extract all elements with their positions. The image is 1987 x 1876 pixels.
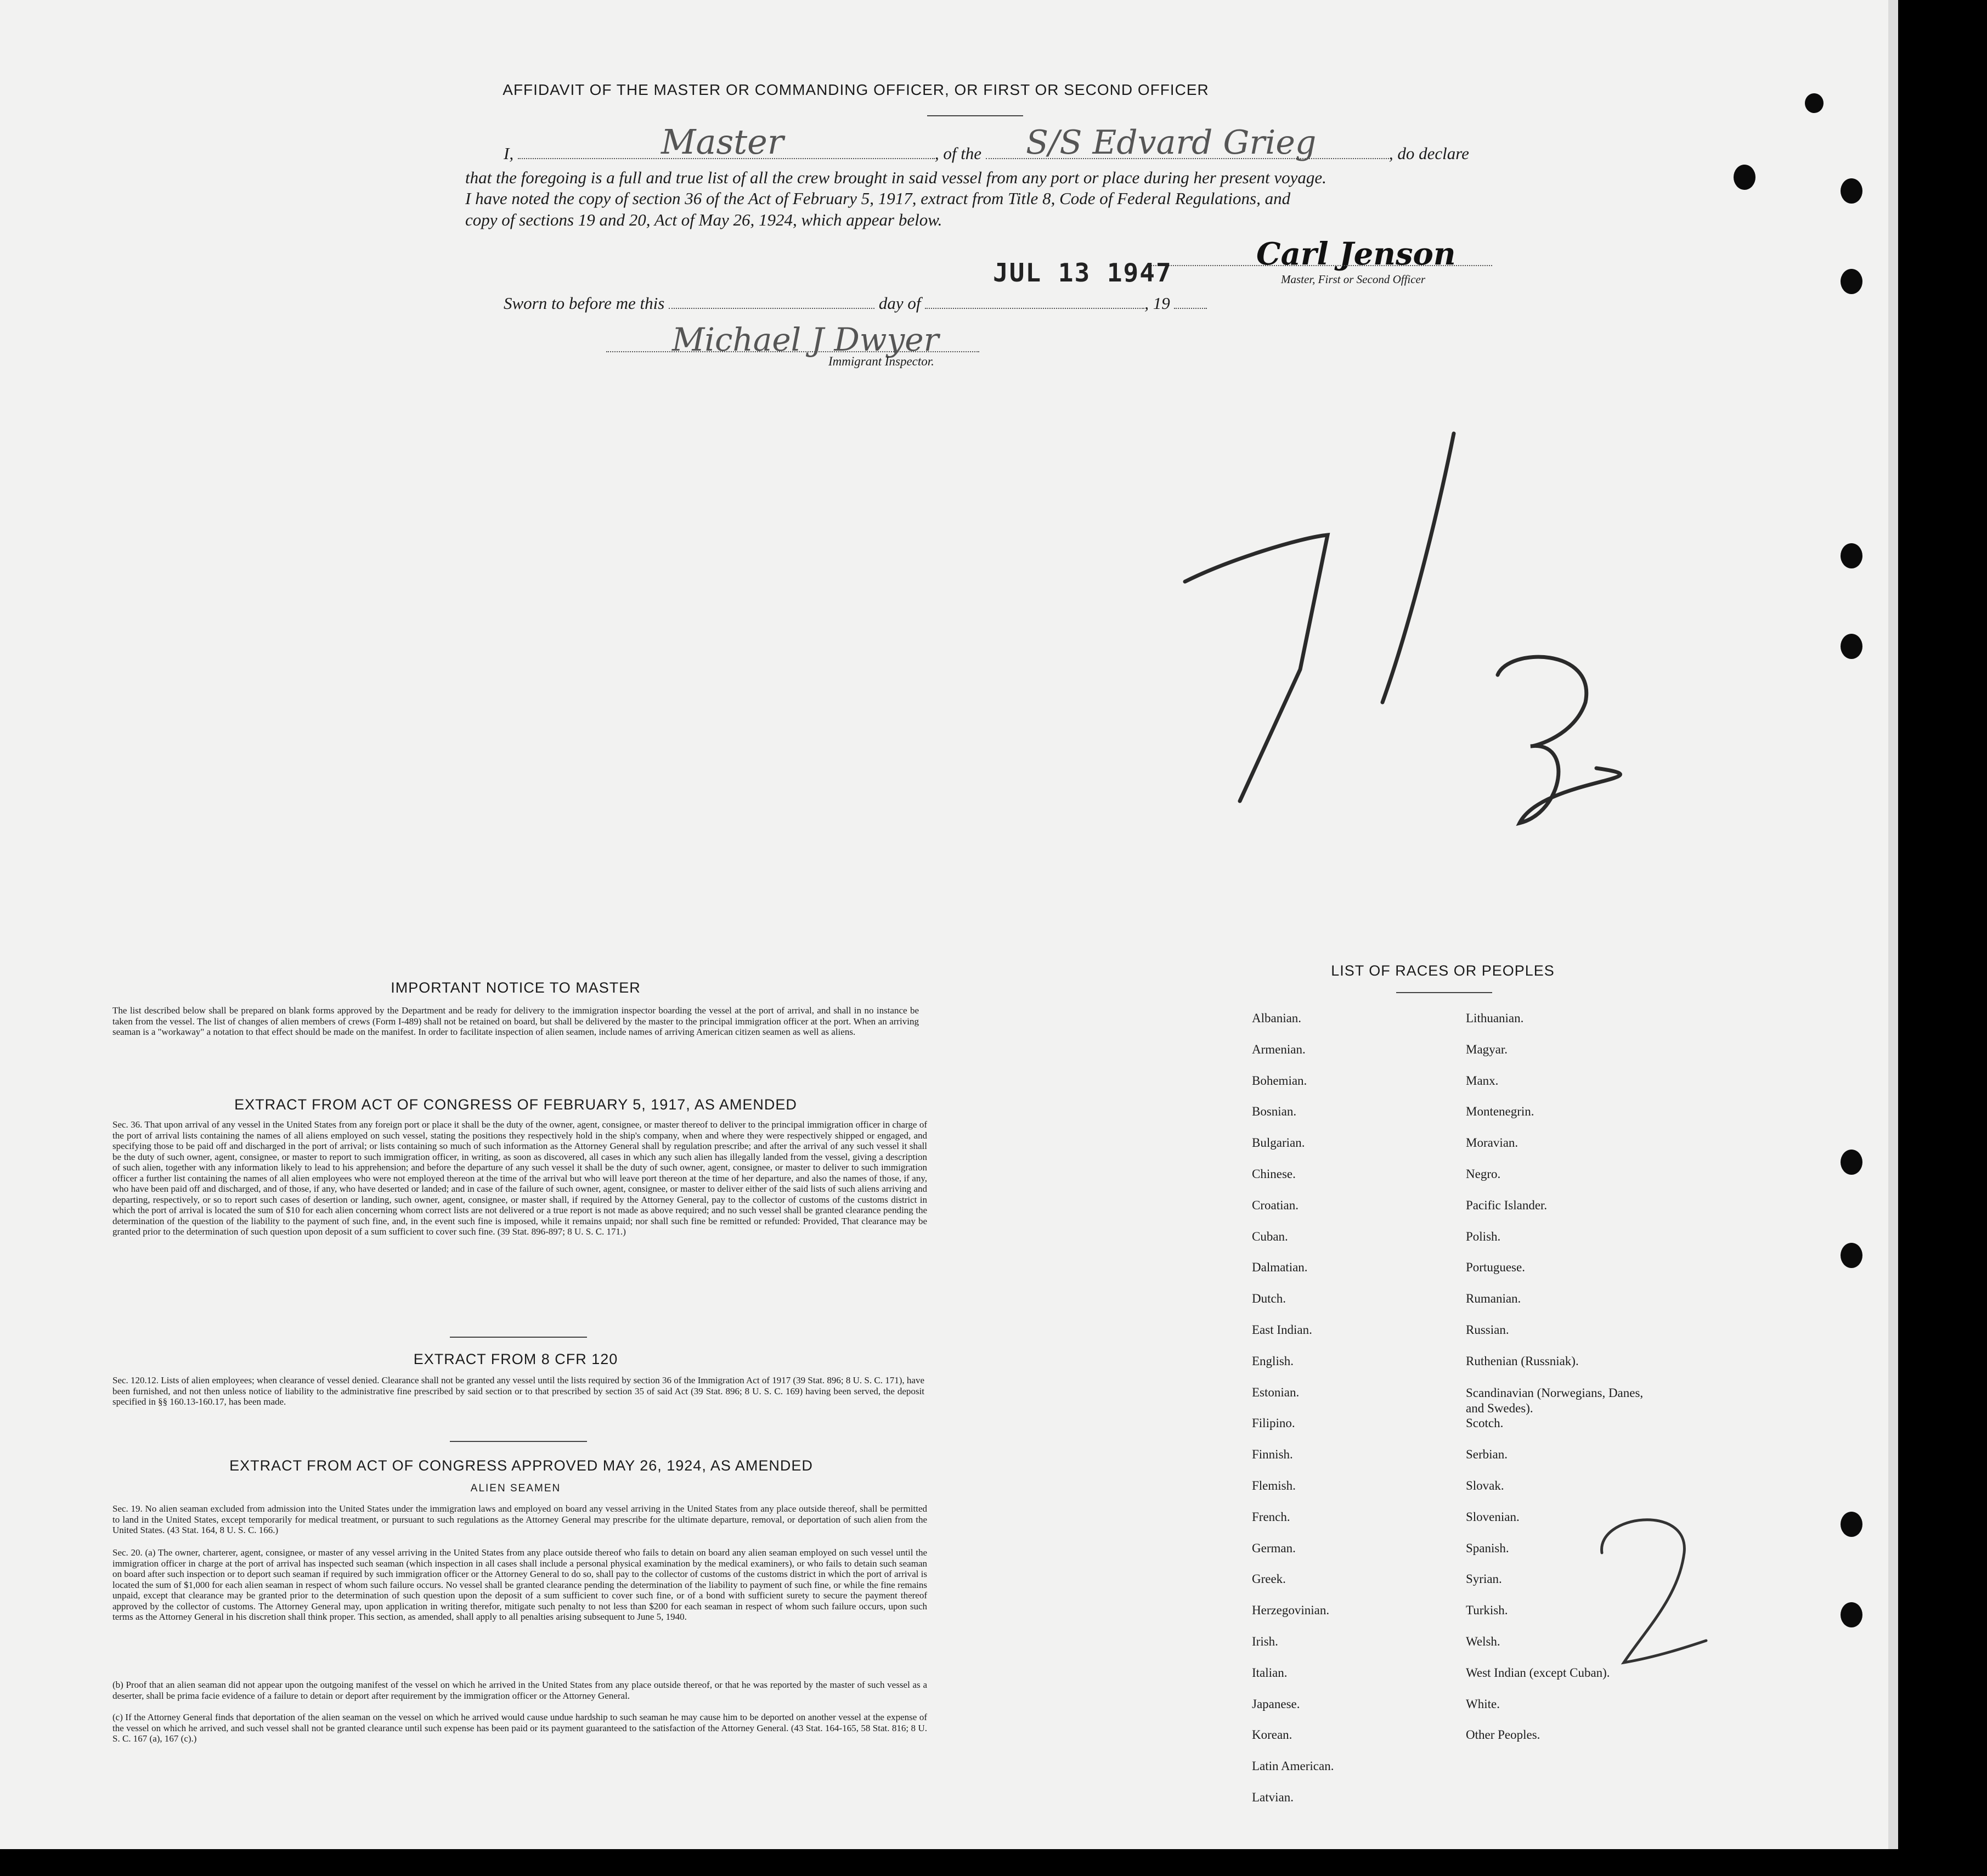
race-item: Finnish.	[1252, 1447, 1293, 1462]
divider	[927, 115, 1023, 116]
declare-label: , do declare	[1388, 144, 1469, 163]
day-blank	[669, 308, 874, 309]
sworn-label: Sworn to before me this	[504, 294, 665, 313]
race-item: Filipino.	[1252, 1416, 1295, 1430]
affidavit-line-1	[504, 144, 1469, 164]
handwritten-vessel: S/S Edvard Grieg	[1026, 123, 1317, 162]
extract-8cfr-text: Sec. 120.12. Lists of alien employees; when clearance of vessel denied. Clearance shall not be granted any vessel until the lists required by section 36 of the Immigration Act of 1917 (39 Stat. 896; 8 U. S. C. 171), have been furnished, and not then unless notice of liability to the administrative fine prescribed by said section or to that prescribed by section 35 of said Act (39 Stat. 896; 8 U. S. C. 169) having been served, the deposit specified in §§ 160.13-160.17, has been made.	[112, 1375, 924, 1407]
stroke-slash	[1382, 433, 1454, 702]
punch-hole	[1841, 1602, 1862, 1627]
punch-hole	[1841, 634, 1862, 659]
race-item: Magyar.	[1466, 1042, 1508, 1056]
race-item: Ruthenian (Russniak).	[1466, 1354, 1579, 1368]
race-item: Latvian.	[1252, 1790, 1294, 1804]
date-stamp: JUL 13 1947	[993, 258, 1172, 288]
master-signature: Carl Jenson	[1256, 236, 1456, 272]
race-item: Scotch.	[1466, 1416, 1504, 1430]
punch-hole	[1841, 178, 1862, 204]
sworn-line	[504, 294, 1207, 313]
affidavit-line-2: that the foregoing is a full and true list of all the crew brought in said vessel from any port or place during her present voyage.	[465, 168, 1326, 187]
race-item: Albanian.	[1252, 1011, 1302, 1025]
punch-hole	[1734, 165, 1755, 190]
race-item: Scandinavian (Norwegians, Danes, and Swedes).	[1466, 1385, 1644, 1415]
race-item: Herzegovinian.	[1252, 1603, 1330, 1618]
race-item: Latin American.	[1252, 1759, 1334, 1773]
race-item: Chinese.	[1252, 1167, 1296, 1181]
race-item: Estonian.	[1252, 1385, 1300, 1399]
affidavit-line-3: I have noted the copy of section 36 of the Act of February 5, 1917, extract from Title 8, Code of Federal Regulations, and	[465, 189, 1291, 208]
year-label: , 19	[1144, 294, 1170, 313]
race-item: Spanish.	[1466, 1541, 1509, 1555]
race-item: Russian.	[1466, 1322, 1509, 1337]
sec-20b-text: (b) Proof that an alien seaman did not appear upon the outgoing manifest of the vessel on which he arrived in the United States from any place outside thereof, or that he was reported by the master of such vessel as a deserter, shall be prima facie evidence of a failure to detain or deport after requirement by the immigration officer or the Attorney General.	[112, 1680, 927, 1701]
sec-20c-text: (c) If the Attorney General finds that deportation of the alien seaman on the vessel on which he arrived would cause undue hardship to such seaman he may cause him to be deported on another vessel at the expense of the vessel on which he arrived, and such vessel shall not be granted clearance until such expense has been paid or its payment guaranteed to the satisfaction of the Attorney General. (43 Stat. 164-165, 58 Stat. 816; 8 U. S. C. 167 (a), 167 (c).)	[112, 1712, 927, 1744]
race-item: Dutch.	[1252, 1292, 1286, 1306]
inspector-line	[606, 351, 979, 352]
extract-1917-title: EXTRACT FROM ACT OF CONGRESS OF FEBRUARY 5, 1917, AS AMENDED	[234, 1096, 797, 1113]
race-item: French.	[1252, 1509, 1290, 1524]
race-item: German.	[1252, 1541, 1296, 1555]
inspector-caption: Immigrant Inspector.	[828, 354, 934, 368]
extract-1924-title: EXTRACT FROM ACT OF CONGRESS APPROVED MAY 26, 1924, AS AMENDED	[229, 1457, 813, 1474]
sec-19-text: Sec. 19. No alien seaman excluded from admission into the United States under the immigration laws and employed on board any vessel arriving in the United States from any place outside thereof, shall be permitted to land in the United States, except temporarily for medical treatment, or pursuant to such regulations as the Attorney General may prescribe for the ultimate departure, removal, or deportation of such alien from the United States. (43 Stat. 164, 8 U. S. C. 166.)	[112, 1503, 927, 1535]
punch-hole	[1841, 1512, 1862, 1537]
month-blank	[925, 308, 1144, 309]
year-blank	[1174, 308, 1207, 309]
race-item: Cuban.	[1252, 1229, 1288, 1243]
alien-seamen-subtitle: ALIEN SEAMEN	[470, 1483, 561, 1494]
race-item: Montenegrin.	[1466, 1105, 1534, 1119]
race-item: Pacific Islander.	[1466, 1198, 1548, 1212]
handwritten-fraction-mark	[1179, 417, 1629, 834]
race-item: Japanese.	[1252, 1697, 1300, 1711]
race-item: Other Peoples.	[1466, 1728, 1540, 1742]
inspector-signature: Michael J Dwyer	[672, 321, 939, 358]
race-item: East Indian.	[1252, 1322, 1312, 1337]
extract-8cfr-title: EXTRACT FROM 8 CFR 120	[413, 1351, 618, 1367]
punch-hole	[1841, 543, 1862, 568]
race-item: White.	[1466, 1697, 1500, 1711]
signature-line	[1147, 265, 1492, 266]
affidavit-line-4: copy of sections 19 and 20, Act of May 26, 1924, which appear below.	[465, 210, 942, 229]
extract-1917-text: Sec. 36. That upon arrival of any vessel in the United States from any foreign port or place it shall be the duty of the owner, agent, consignee, or master thereof to deliver to the principal immigration officer in charge of the port of arrival lists containing the names of all aliens employed on such vessel, stating the positions they respectively hold in the ship's company, when and where they were respectively shipped or engaged, and specifying those to be paid off and discharged in the port of arrival; or lists containing so much of such information as the Attorney General shall by regulation prescribe; and after the arrival of any such vessel it shall be the duty of such owner, agent, consignee, or master to report to such immigration officer, in writing, as soon as discovered, all cases in which any such alien has illegally landed from the vessel, giving a description of such alien, together with any information likely to lead to his apprehension; and before the departure of any such vessel it shall be the duty of such owner, agent, consignee, or master to deliver to such immigration officer a further list containing the names of all alien employees who were not employed thereon at the time of the arrival but who will leave port thereon at the time of her departure, and also the names of those, if any, who have been paid off and discharged, and of those, if any, who have deserted or landed; and in case of the failure of such owner, agent, consignee, or master to deliver either of the said lists of such aliens arriving and departing, respectively, or so to report such cases of desertion or landing, such owner, agent, consignee, or master shall, if required by the Attorney General, pay to the collector of customs of the customs district in which the port of arrival is located the sum of $10 for each alien concerning whom correct lists are not delivered or a true report is not made as above required; and no such vessel shall be granted clearance pending the determination of the question of the liability to the payment of such fine, and, in the event such fine is imposed, while it remains unpaid; nor shall such fine be remitted or refunded: Provided, That clearance may be granted prior to the determination of such question upon deposit of a sum sufficient to cover such fine. (39 Stat. 896-897; 8 U. S. C. 171.)	[112, 1119, 927, 1237]
race-item: West Indian (except Cuban).	[1466, 1665, 1610, 1680]
race-item: Slovak.	[1466, 1478, 1504, 1492]
race-item: Manx.	[1466, 1073, 1499, 1088]
race-item: Lithuanian.	[1466, 1011, 1524, 1025]
race-item: Portuguese.	[1466, 1260, 1525, 1275]
punch-hole	[1805, 93, 1824, 113]
sec-20a-text: Sec. 20. (a) The owner, charterer, agent, consignee, or master of any vessel arriving in the United States from any place outside thereof who fails to detain on board any alien seaman employed on such vessel until the immigration officer in charge at the port of arrival has inspected such seaman (which inspection in all cases shall include a personal physical examination by the medical examiners), or who fails to detain such seaman on board after such inspection or to deport such seaman if required by such immigration officer or the Attorney General to do so, shall pay to the collector of customs of the customs district in which the port of arrival is located the sum of $1,000 for each alien seaman in respect of whom such failure occurs. No vessel shall be granted clearance pending the determination of the liability to payment of such fine, or while the fine remains unpaid, except that clearance may be granted prior to the determination of such question upon the deposit of a sum sufficient to cover such fine, or of a bond with sufficient surety to secure the payment thereof approved by the collector of customs. The Attorney General may, upon application in writing therefor, mitigate such penalty to not less than $200 for each seaman in respect of whom such failure occurs, upon such terms as the Attorney General in his discretion shall think proper. This section, as amended, shall apply to all penalties arising subsequent to June 5, 1940.	[112, 1547, 927, 1622]
race-item: English.	[1252, 1354, 1294, 1368]
divider	[450, 1337, 587, 1338]
race-item: Bulgarian.	[1252, 1136, 1305, 1150]
i-label: I,	[504, 144, 514, 163]
race-item: Bohemian.	[1252, 1073, 1307, 1088]
races-right-column	[1466, 1011, 1647, 1759]
race-item: Rumanian.	[1466, 1292, 1521, 1306]
race-item: Welsh.	[1466, 1634, 1500, 1648]
handwritten-rank: Master	[661, 122, 784, 162]
day-of-label: day of	[878, 294, 921, 313]
notice-title: IMPORTANT NOTICE TO MASTER	[391, 979, 641, 996]
stroke-three	[1498, 657, 1620, 823]
race-item: Negro.	[1466, 1167, 1501, 1181]
races-left-column	[1252, 1011, 1334, 1822]
race-item: Polish.	[1466, 1229, 1501, 1243]
divider	[1396, 992, 1492, 993]
race-item: Turkish.	[1466, 1603, 1508, 1618]
divider	[450, 1441, 587, 1442]
signature-caption: Master, First or Second Officer	[1281, 273, 1426, 286]
race-item: Bosnian.	[1252, 1105, 1297, 1119]
race-item: Italian.	[1252, 1665, 1288, 1680]
race-item: Greek.	[1252, 1572, 1286, 1586]
affidavit-title: AFFIDAVIT OF THE MASTER OR COMMANDING OFFICER, OR FIRST OR SECOND OFFICER	[503, 81, 1209, 98]
of-the-label: , of the	[934, 144, 982, 163]
races-title: LIST OF RACES OR PEOPLES	[1331, 962, 1555, 979]
punch-hole	[1841, 1243, 1862, 1268]
race-item: Dalmatian.	[1252, 1260, 1308, 1275]
punch-hole	[1841, 269, 1862, 294]
race-item: Syrian.	[1466, 1572, 1502, 1586]
race-item: Armenian.	[1252, 1042, 1306, 1056]
stroke-seven	[1185, 535, 1328, 801]
race-item: Croatian.	[1252, 1198, 1299, 1212]
race-item: Flemish.	[1252, 1478, 1296, 1492]
race-item: Korean.	[1252, 1728, 1292, 1742]
race-item: Irish.	[1252, 1634, 1278, 1648]
race-item: Moravian.	[1466, 1136, 1519, 1150]
race-item: Slovenian.	[1466, 1509, 1520, 1524]
race-item: Serbian.	[1466, 1447, 1508, 1462]
punch-hole	[1841, 1150, 1862, 1175]
notice-text: The list described below shall be prepared on blank forms approved by the Department and be ready for delivery to the immigration inspector boarding the vessel at the port of arrival, and shall in no instance be taken from the vessel. The list of changes of alien members of crews (Form I-489) shall not be retained on board, but shall be delivered by the master to the principal immigration officer at the port. When an arriving seaman is a "workaway" a notation to that effect should be made on the manifest. In order to facilitate inspection of alien seamen, include names of arriving American citizen seamen as well as aliens.	[112, 1005, 919, 1037]
